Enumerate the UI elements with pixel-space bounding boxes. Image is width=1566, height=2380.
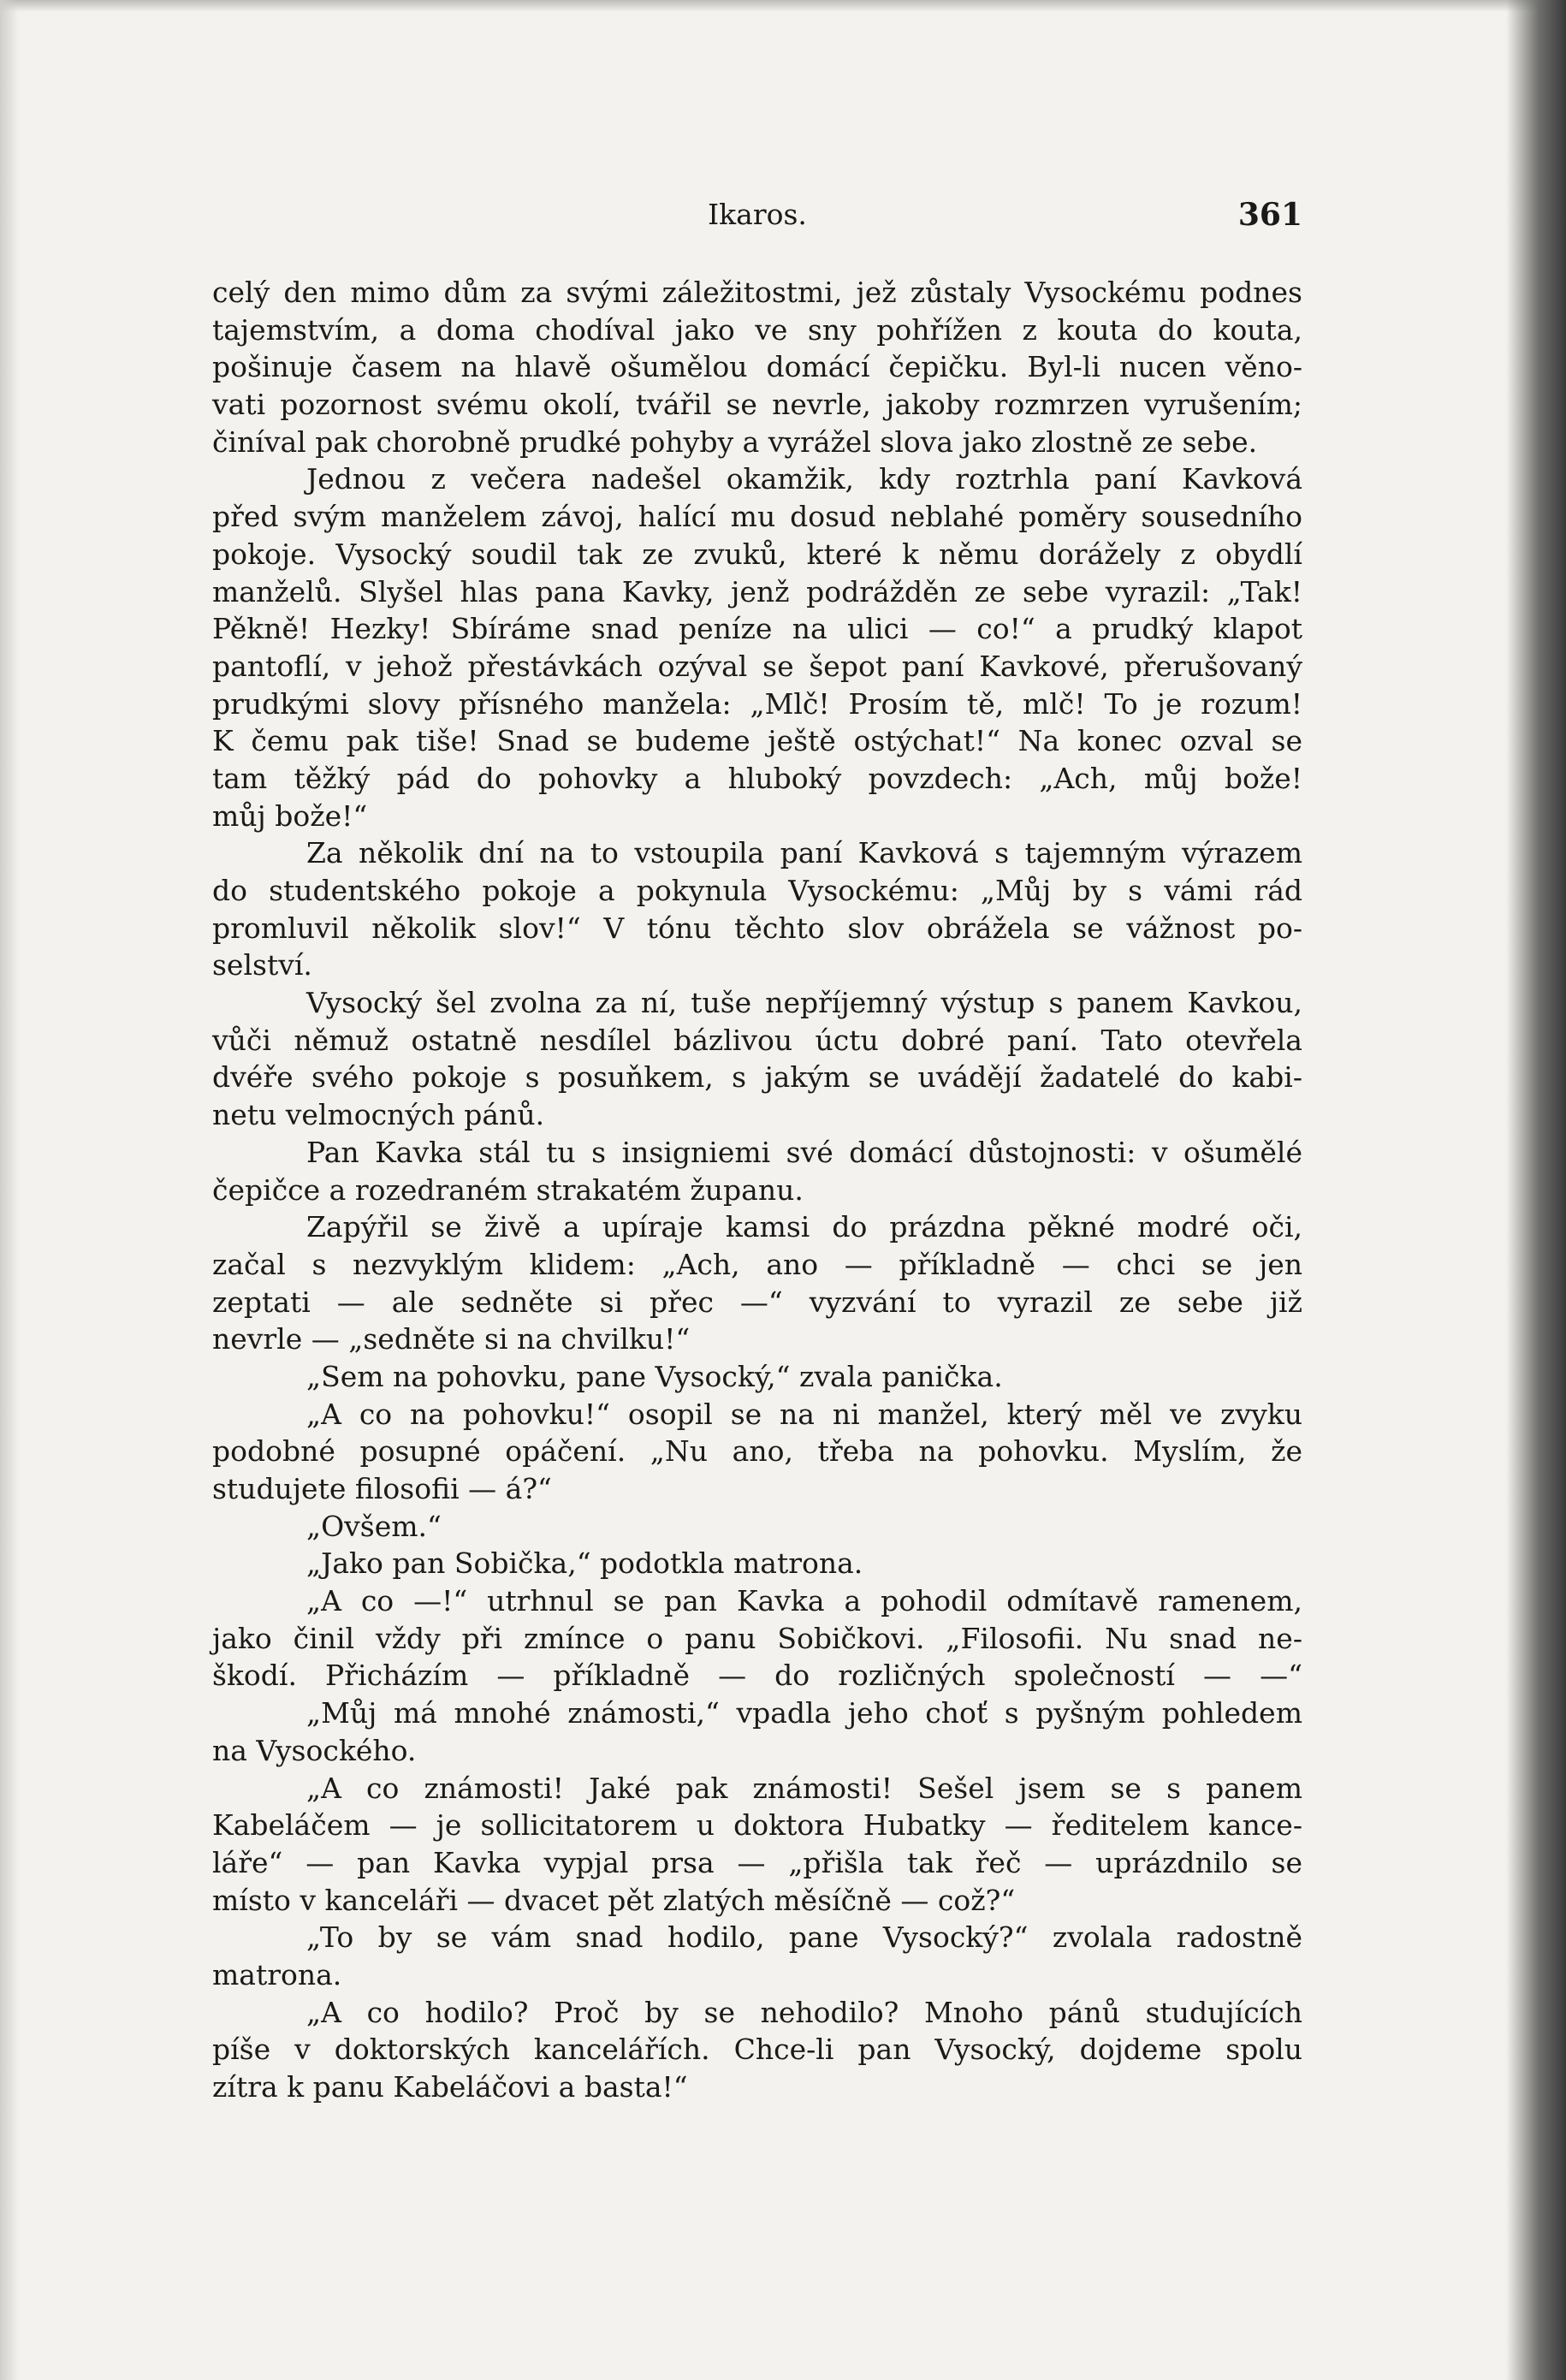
text-line: Jednou z večera nadešel okamžik, kdy roztrhla paní Kavková xyxy=(306,462,1302,496)
text-line: „Ovšem.“ xyxy=(306,1509,442,1543)
text-line: začal s nezvyklým klidem: „Ach, ano — příkladně — chci se jen xyxy=(212,1247,1302,1281)
text-line: pokoje. Vysocký soudil tak ze zvuků, které k němu dorážely z obydlí xyxy=(212,537,1302,571)
text-line: promluvil několik slov!“ V tónu těchto slov obrážela se vážnost po- xyxy=(212,911,1302,945)
text-line: pantoflí, v jehož přestávkách ozýval se šepot paní Kavkové, přerušovaný xyxy=(212,649,1302,683)
text-line: škodí. Přicházím — příkladně — do rozličných společností — —“ xyxy=(212,1659,1302,1693)
text-line: tajemstvím, a doma chodíval jako ve sny pohřížen z kouta do kouta, xyxy=(212,312,1302,347)
text-line: zítra k panu Kabeláčovi a basta!“ xyxy=(212,2070,688,2104)
text-line: „Můj má mnohé známosti,“ vpadla jeho choť s pyšným pohledem xyxy=(306,1696,1302,1730)
text-line: místo v kanceláři — dvacet pět zlatých měsíčně — což?“ xyxy=(212,1883,1016,1917)
text-line: Pěkně! Hezky! Sbíráme snad peníze na ulici — co!“ a prudký klapot xyxy=(212,612,1302,646)
body-text xyxy=(212,274,1302,2106)
text-line: studujete filosofii — á?“ xyxy=(212,1472,552,1505)
text-line: čepičce a rozedraném strakatém županu. xyxy=(212,1172,804,1207)
text-line: dvéře svého pokoje s posuňkem, s jakým se uvádějí žadatelé do kabi- xyxy=(212,1060,1302,1095)
text-line: můj bože!“ xyxy=(212,798,368,833)
text-line: pošinuje časem na hlavě ošumělou domácí čepičku. Byl-li nucen věno- xyxy=(212,350,1302,384)
text-line: jako činil vždy při zmínce o panu Sobičkovi. „Filosofii. Nu snad ne- xyxy=(212,1621,1302,1655)
text-line: vati pozornost svému okolí, tvářil se nevrle, jakoby rozmrzen vyrušením; xyxy=(212,388,1302,422)
text-line: „Jako pan Sobička,“ podotkla matrona. xyxy=(306,1546,863,1581)
page-header xyxy=(212,193,1302,236)
text-line: netu velmocných pánů. xyxy=(212,1098,545,1132)
text-line: „A co —!“ utrhnul se pan Kavka a pohodil odmítavě ramenem, xyxy=(306,1584,1302,1618)
text-line: Pan Kavka stál tu s insigniemi své domácí důstojnosti: v ošumělé xyxy=(306,1135,1302,1169)
text-line: „A co na pohovku!“ osopil se na ni manžel, který měl ve zvyku xyxy=(306,1397,1302,1431)
scan-shadow-right xyxy=(1506,0,1566,2380)
text-line: „A co známosti! Jaké pak známosti! Sešel jsem se s panem xyxy=(306,1771,1302,1805)
text-line: manželů. Slyšel hlas pana Kavky, jenž podrážděn ze sebe vyrazil: „Tak! xyxy=(212,574,1302,608)
text-line: vůči němuž ostatně nesdílel bázlivou úctu dobré paní. Tato otevřela xyxy=(212,1023,1302,1057)
text-line: píše v doktorských kancelářích. Chce-li pan Vysocký, dojdeme spolu xyxy=(212,2033,1302,2067)
text-line: podobné posupné opáčení. „Nu ano, třeba na pohovku. Myslím, že xyxy=(212,1434,1302,1469)
text-line: na Vysockého. xyxy=(212,1733,417,1767)
text-line: Vysocký šel zvolna za ní, tuše nepříjemný výstup s panem Kavkou, xyxy=(306,986,1302,1020)
text-line: tam těžký pád do pohovky a hluboký povzdech: „Ach, můj bože! xyxy=(212,761,1302,795)
text-line: „To by se vám snad hodilo, pane Vysocký?“ zvolala radostně xyxy=(306,1920,1302,1955)
text-line: Za několik dní na to vstoupila paní Kavková s tajemným výrazem xyxy=(306,836,1302,870)
text-line: před svým manželem závoj, halící mu dosud neblahé poměry sousedního xyxy=(212,500,1302,534)
running-title: Ikaros. xyxy=(708,198,807,231)
text-line: K čemu pak tiše! Snad se budeme ještě ostýchat!“ Na konec ozval se xyxy=(212,724,1302,758)
page-number: 361 xyxy=(1237,197,1302,233)
text-line: selství. xyxy=(212,948,312,982)
text-line: matrona. xyxy=(212,1957,342,1991)
scan-shadow-top xyxy=(0,0,1566,12)
text-line: „A co hodilo? Proč by se nehodilo? Mnoho pánů studujících xyxy=(306,1995,1302,2029)
text-line: činíval pak chorobně prudké pohyby a vyrážel slova jako zlostně ze sebe. xyxy=(212,424,1258,459)
text-line: Zapýřil se živě a upíraje kamsi do prázdna pěkné modré oči, xyxy=(306,1210,1302,1244)
text-line: láře“ — pan Kavka vypjal prsa — „přišla tak řeč — uprázdnilo se xyxy=(212,1845,1302,1879)
text-line: prudkými slovy přísného manžela: „Mlč! Prosím tě, mlč! To je rozum! xyxy=(212,686,1302,721)
text-line: zeptati — ale sedněte si přec —“ vyzvání to vyrazil ze sebe již xyxy=(212,1285,1302,1319)
text-line: nevrle — „sedněte si na chvilku!“ xyxy=(212,1322,691,1356)
text-line: „Sem na pohovku, pane Vysocký,“ zvala panička. xyxy=(306,1359,1003,1393)
scan-shadow-left xyxy=(0,0,19,2380)
text-line: do studentského pokoje a pokynula Vysockému: „Můj by s vámi rád xyxy=(212,874,1302,907)
text-line: Kabeláčem — je sollicitatorem u doktora Hubatky — ředitelem kance- xyxy=(212,1808,1302,1843)
text-line: celý den mimo dům za svými záležitostmi, jež zůstaly Vysockému podnes xyxy=(212,276,1302,309)
